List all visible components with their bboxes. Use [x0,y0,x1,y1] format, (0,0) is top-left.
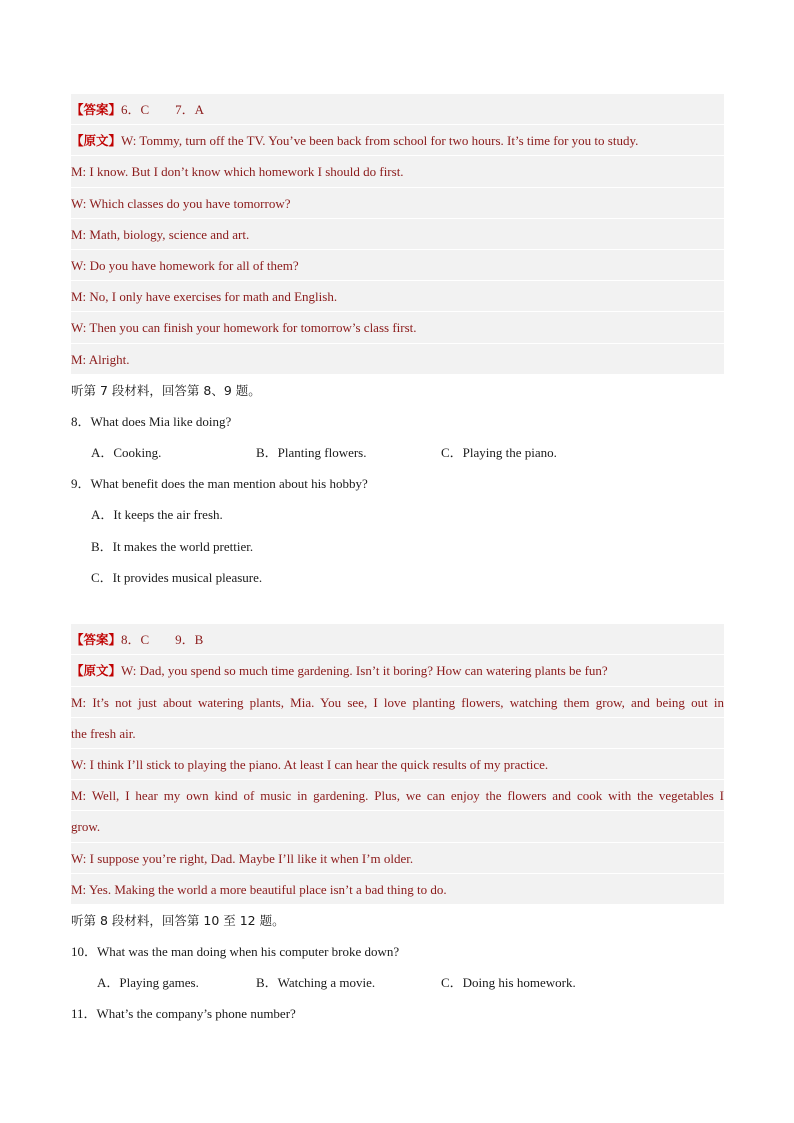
transcript-line: W: I think I’ll stick to playing the piano. At least I can hear the quick results of my practice. [71,749,724,780]
option-b: B．It makes the world prettier. [91,538,254,554]
answer-line [71,624,724,655]
transcript-line: M: It’s not just about watering plants, Mia. You see, I love planting flowers, watching them grow, and being out in [71,687,724,718]
spacer [71,593,724,624]
transcript-line: W: Do you have homework for all of them? [71,250,724,281]
question-stem: 11．What’s the company’s phone number? [71,1006,296,1022]
transcript-line: W: Which classes do you have tomorrow? [71,188,724,219]
transcript-text: W: Dad, you spend so much time gardening. Isn’t it boring? How can watering plants be fun? [121,663,608,679]
transcript-line: M: Math, biology, science and art. [71,219,724,250]
answer-text: 8．C 9．B [121,632,204,648]
transcript-line [71,125,724,156]
option-a: A．Cooking. [91,445,162,461]
answer-block-1 [71,94,724,375]
answer-tag: 【答案】 [71,632,122,648]
document-page [71,94,724,1030]
answer-text: 6．C 7．A [121,102,205,117]
transcript-line: M: Well, I hear my own kind of music in gardening. Plus, we can enjoy the flowers and cook with the vegetables I [71,780,724,811]
question-options [71,437,724,468]
transcript-line: W: Then you can finish your homework for tomorrow’s class first. [71,312,724,343]
transcript-line: M: I know. But I don’t know which homework I should do first. [71,156,724,187]
option-c: C．Doing his homework. [441,975,576,991]
option-b: B．Watching a movie. [256,975,376,991]
answer-block-2 [71,624,724,905]
answer-line [71,94,724,125]
option-a: A．Playing games. [97,975,199,991]
option-c: C．Playing the piano. [441,445,557,461]
question-options [71,967,724,998]
source-tag: 【原文】 [71,133,122,149]
transcript-line: M: No, I only have exercises for math and English. [71,281,724,312]
source-tag: 【原文】 [71,663,122,679]
option-a: A．It keeps the air fresh. [91,507,223,523]
transcript-line: W: I suppose you’re right, Dad. Maybe I’ll like it when I’m older. [71,843,724,874]
option-b: B．Planting flowers. [256,445,367,461]
transcript-line: M: Yes. Making the world a more beautiful place isn’t a bad thing to do. [71,874,724,905]
section-heading: 听第 7 段材料，回答第 8、9 题。 [71,382,261,398]
transcript-line: grow. [71,811,724,842]
section-heading: 听第 8 段材料，回答第 10 至 12 题。 [71,912,285,928]
question-stem: 9．What benefit does the man mention about his hobby? [71,476,368,492]
question-stem: 8．What does Mia like doing? [71,413,232,429]
option-c: C．It provides musical pleasure. [91,569,263,585]
transcript-line: M: Alright. [71,344,724,375]
transcript-line [71,655,724,686]
answer-tag: 【答案】 [71,102,122,117]
transcript-line: the fresh air. [71,718,724,749]
transcript-text: W: Tommy, turn off the TV. You’ve been back from school for two hours. It’s time for you to study. [121,133,639,149]
question-stem: 10．What was the man doing when his computer broke down? [71,944,400,960]
